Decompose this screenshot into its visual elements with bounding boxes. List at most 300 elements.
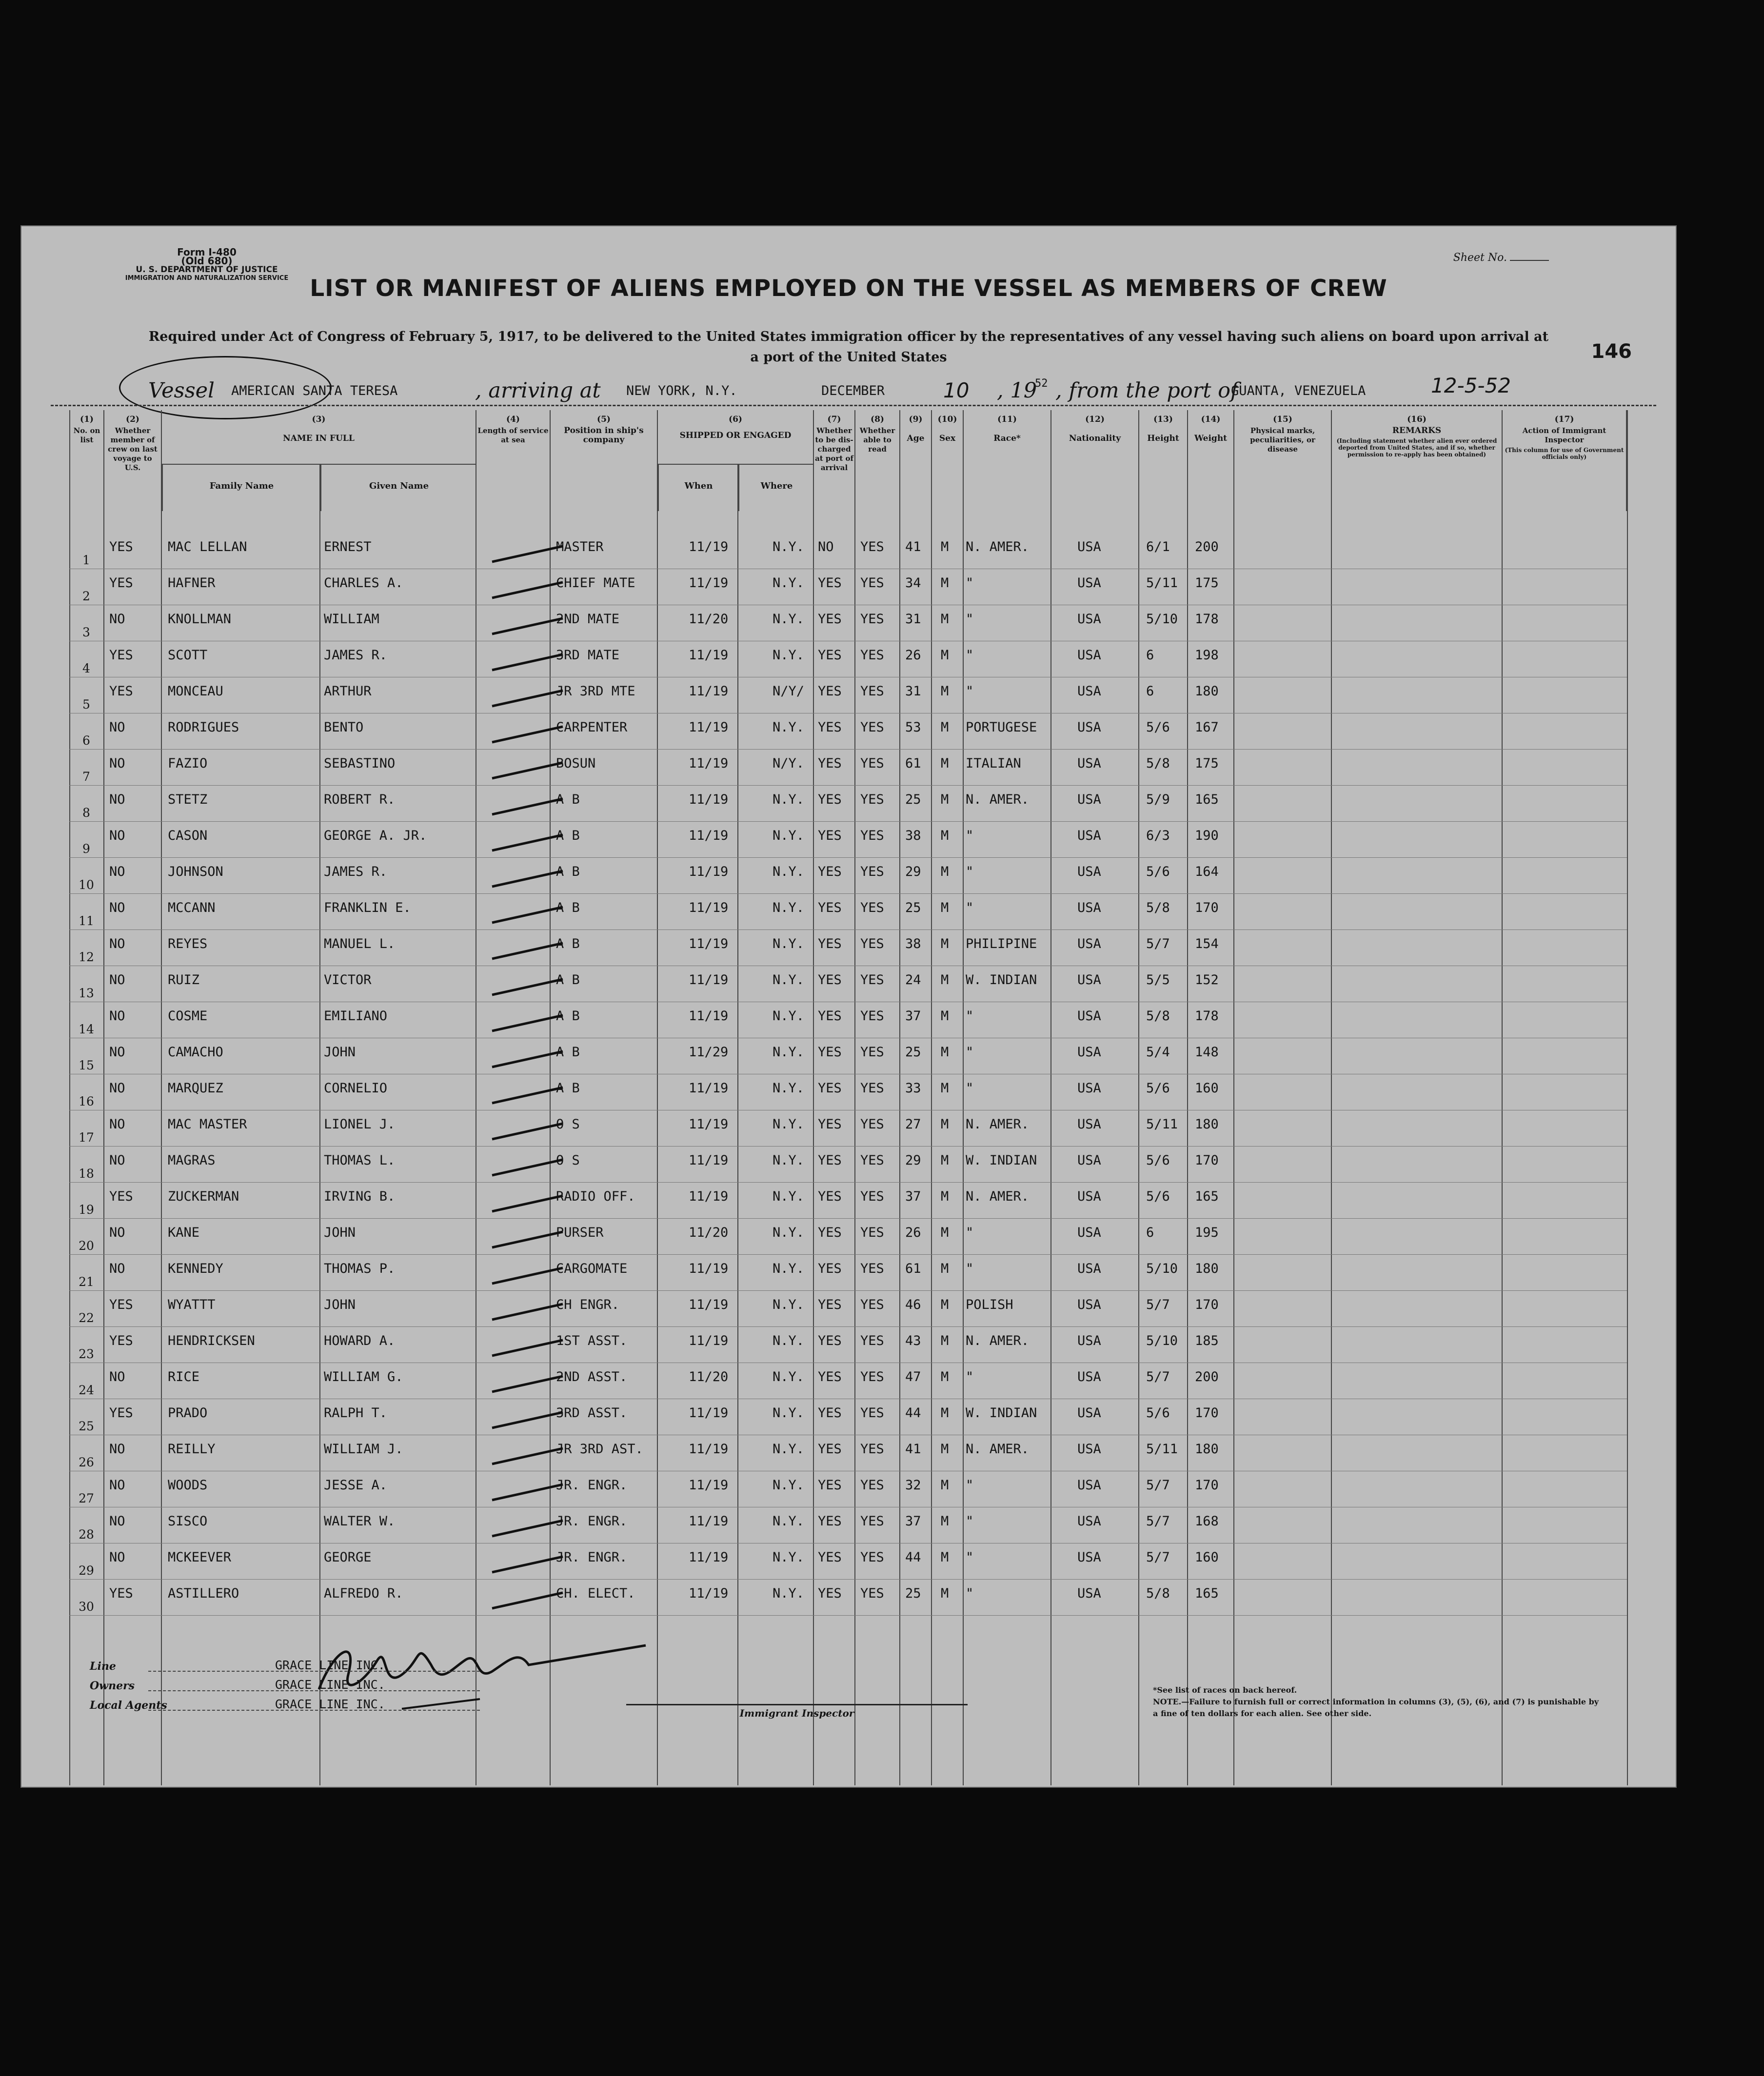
family-name: COSME	[168, 1008, 208, 1024]
height: 5/8	[1146, 1008, 1170, 1024]
given-name: JAMES R.	[324, 864, 388, 879]
able-to-read: YES	[860, 972, 884, 988]
shipped-where: N.Y.	[773, 1081, 805, 1096]
nationality: USA	[1077, 684, 1101, 699]
weight: 178	[1195, 612, 1219, 627]
family-name: HENDRICKSEN	[168, 1333, 255, 1348]
weight: 180	[1195, 1442, 1219, 1457]
family-name: KNOLLMAN	[168, 612, 232, 627]
table-row	[21, 786, 1676, 822]
weight: 195	[1195, 1225, 1219, 1240]
discharged: YES	[818, 1405, 842, 1421]
position: JR 3RD AST.	[556, 1442, 643, 1457]
race: "	[966, 1261, 974, 1276]
shipped-where: N.Y.	[773, 792, 805, 807]
table-header	[21, 410, 1676, 511]
age: 43	[905, 1333, 921, 1348]
department-name: U. S. DEPARTMENT OF JUSTICE	[136, 265, 278, 275]
discharged: YES	[818, 1045, 842, 1060]
shipped-when: 11/19	[689, 1189, 729, 1204]
row-number: 30	[79, 1600, 94, 1614]
discharged: YES	[818, 575, 842, 591]
last-voyage: YES	[109, 1333, 133, 1348]
shipped-where: N.Y.	[773, 1478, 805, 1493]
form-old-number: (Old 680)	[181, 255, 233, 267]
height: 5/6	[1146, 1081, 1170, 1096]
service-check-mark	[490, 940, 568, 962]
arrival-year: 52	[1035, 377, 1048, 390]
service-check-mark	[490, 1265, 568, 1286]
table-row	[21, 1291, 1676, 1327]
nationality: USA	[1077, 1550, 1101, 1565]
given-name: CHARLES A.	[324, 575, 403, 591]
race: N. AMER.	[966, 1442, 1030, 1457]
service-check-mark	[490, 760, 568, 781]
weight: 160	[1195, 1550, 1219, 1565]
family-name: SISCO	[168, 1514, 208, 1529]
race: PORTUGESE	[966, 720, 1037, 735]
nationality: USA	[1077, 1369, 1101, 1384]
shipped-where: N.Y.	[773, 1442, 805, 1457]
able-to-read: YES	[860, 1225, 884, 1240]
weight: 178	[1195, 1008, 1219, 1024]
age: 41	[905, 1442, 921, 1457]
race: "	[966, 1045, 974, 1060]
family-name: WYATTT	[168, 1297, 216, 1312]
given-name: SEBASTINO	[324, 756, 396, 771]
last-voyage: NO	[109, 1045, 125, 1060]
discharged: YES	[818, 684, 842, 699]
last-voyage: YES	[109, 684, 133, 699]
race: "	[966, 1478, 974, 1493]
able-to-read: YES	[860, 828, 884, 843]
position: A B	[556, 828, 580, 843]
discharged: YES	[818, 1189, 842, 1204]
table-row	[21, 967, 1676, 1003]
family-name: MCCANN	[168, 900, 216, 915]
last-voyage: NO	[109, 828, 125, 843]
age: 27	[905, 1117, 921, 1132]
shipped-when: 11/19	[689, 1117, 729, 1132]
age: 61	[905, 1261, 921, 1276]
age: 31	[905, 684, 921, 699]
weight: 160	[1195, 1081, 1219, 1096]
footnote-penalty: NOTE.—Failure to furnish full or correct information in columns (3), (5), (6), and (7) is punishable by a fine of ten dollars for each alien. See other side.	[1153, 1697, 1599, 1718]
table-row	[21, 894, 1676, 930]
shipped-where: N.Y.	[773, 900, 805, 915]
given-name: IRVING B.	[324, 1189, 396, 1204]
age: 24	[905, 972, 921, 988]
given-name: BENTO	[324, 720, 364, 735]
race: POLISH	[966, 1297, 1013, 1312]
given-name: LIONEL J.	[324, 1117, 396, 1132]
sex: M	[941, 900, 949, 915]
shipped-where: N/Y.	[773, 756, 805, 771]
from-port-label: , from the port of	[1055, 378, 1238, 403]
age: 37	[905, 1189, 921, 1204]
shipped-where: N.Y.	[773, 864, 805, 879]
discharged: YES	[818, 1225, 842, 1240]
given-name: JAMES R.	[324, 648, 388, 663]
col-header-inspector-action: (17) Action of Immigrant Inspector (This column for use of Government officials only)	[1502, 410, 1627, 511]
table-row	[21, 1436, 1676, 1472]
height: 5/6	[1146, 1189, 1170, 1204]
service-check-mark	[490, 543, 568, 565]
discharged: YES	[818, 1081, 842, 1096]
height: 5/8	[1146, 1586, 1170, 1601]
sheet-number-label: Sheet No.	[1453, 252, 1507, 264]
discharged: YES	[818, 1297, 842, 1312]
service-check-mark	[490, 904, 568, 926]
nationality: USA	[1077, 720, 1101, 735]
last-voyage: NO	[109, 1117, 125, 1132]
family-name: MONCEAU	[168, 684, 223, 699]
last-voyage: YES	[109, 1586, 133, 1601]
position: JR. ENGR.	[556, 1550, 628, 1565]
able-to-read: YES	[860, 1045, 884, 1060]
service-check-mark	[490, 1012, 568, 1034]
table-row	[21, 1111, 1676, 1147]
nationality: USA	[1077, 1297, 1101, 1312]
service-check-mark	[490, 1409, 568, 1431]
col-header-age: (9) Age	[899, 410, 931, 511]
nationality: USA	[1077, 936, 1101, 951]
nationality: USA	[1077, 1405, 1101, 1421]
row-number: 22	[79, 1311, 94, 1325]
shipped-where: N.Y.	[773, 1550, 805, 1565]
sex: M	[941, 1333, 949, 1348]
shipped-when: 11/20	[689, 612, 729, 627]
nationality: USA	[1077, 1478, 1101, 1493]
sex: M	[941, 1153, 949, 1168]
nationality: USA	[1077, 1514, 1101, 1529]
discharged: YES	[818, 1586, 842, 1601]
able-to-read: YES	[860, 1008, 884, 1024]
nationality: USA	[1077, 1117, 1101, 1132]
nationality: USA	[1077, 648, 1101, 663]
age: 33	[905, 1081, 921, 1096]
row-number: 15	[79, 1058, 94, 1072]
discharged: YES	[818, 1514, 842, 1529]
sex: M	[941, 684, 949, 699]
shipped-when: 11/19	[689, 1008, 729, 1024]
race: "	[966, 1514, 974, 1529]
discharged: YES	[818, 936, 842, 951]
last-voyage: NO	[109, 1081, 125, 1096]
shipped-when: 11/19	[689, 575, 729, 591]
race: "	[966, 828, 974, 843]
able-to-read: YES	[860, 864, 884, 879]
row-number: 3	[82, 625, 90, 639]
sex: M	[941, 1189, 949, 1204]
weight: 185	[1195, 1333, 1219, 1348]
shipped-when: 11/29	[689, 1045, 729, 1060]
age: 38	[905, 936, 921, 951]
shipped-where: N/Y/	[773, 684, 805, 699]
race: "	[966, 864, 974, 879]
table-row	[21, 534, 1676, 570]
service-check-mark	[490, 1337, 568, 1359]
weight: 170	[1195, 900, 1219, 915]
col-header-discharged: (7) Whether to be dis-charged at port of arrival	[813, 410, 854, 511]
row-number: 7	[82, 770, 90, 784]
weight: 180	[1195, 684, 1219, 699]
service-check-mark	[490, 579, 568, 601]
row-number: 12	[79, 950, 94, 964]
age: 44	[905, 1405, 921, 1421]
table-row	[21, 1075, 1676, 1111]
nationality: USA	[1077, 756, 1101, 771]
position: JR. ENGR.	[556, 1514, 628, 1529]
age: 31	[905, 612, 921, 627]
table-row	[21, 1544, 1676, 1580]
race: N. AMER.	[966, 1333, 1030, 1348]
row-number: 19	[79, 1203, 94, 1217]
age: 41	[905, 539, 921, 554]
sex: M	[941, 539, 949, 554]
age: 34	[905, 575, 921, 591]
height: 6/3	[1146, 828, 1170, 843]
shipped-when: 11/19	[689, 1081, 729, 1096]
service-name: IMMIGRATION AND NATURALIZATION SERVICE	[125, 275, 289, 282]
sex: M	[941, 1514, 949, 1529]
position: A B	[556, 972, 580, 988]
family-name: CAMACHO	[168, 1045, 223, 1060]
height: 5/5	[1146, 972, 1170, 988]
height: 5/6	[1146, 720, 1170, 735]
race: ITALIAN	[966, 756, 1021, 771]
age: 25	[905, 900, 921, 915]
service-check-mark	[490, 1301, 568, 1323]
last-voyage: YES	[109, 1189, 133, 1204]
shipped-when: 11/19	[689, 972, 729, 988]
family-name: ASTILLERO	[168, 1586, 239, 1601]
age: 29	[905, 864, 921, 879]
shipped-where: N.Y.	[773, 1045, 805, 1060]
family-name: REYES	[168, 936, 208, 951]
race: N. AMER.	[966, 792, 1030, 807]
footer	[90, 1658, 385, 1719]
shipped-where: N.Y.	[773, 539, 805, 554]
height: 5/7	[1146, 936, 1170, 951]
discharged: NO	[818, 539, 834, 554]
position: A B	[556, 864, 580, 879]
col-header-given-name: Given Name	[320, 464, 476, 511]
height: 5/10	[1146, 1261, 1178, 1276]
col-header-sex: (10) Sex	[931, 410, 963, 511]
footer-owners-row: Owners GRACE LINE INC.	[90, 1680, 167, 1699]
height: 6	[1146, 648, 1154, 663]
position: 2ND ASST.	[556, 1369, 628, 1384]
col-header-remarks: (16) REMARKS (Including statement whether alien ever ordered deported from United States, and if so, whether permission to re-apply has been obtained)	[1331, 410, 1502, 511]
family-name: SCOTT	[168, 648, 208, 663]
age: 29	[905, 1153, 921, 1168]
given-name: ALFREDO R.	[324, 1586, 403, 1601]
position: 3RD MATE	[556, 648, 620, 663]
discharged: YES	[818, 1117, 842, 1132]
shipped-where: N.Y.	[773, 1514, 805, 1529]
sex: M	[941, 828, 949, 843]
shipped-when: 11/19	[689, 1333, 729, 1348]
shipped-when: 11/19	[689, 864, 729, 879]
position: CH ENGR.	[556, 1297, 620, 1312]
weight: 180	[1195, 1117, 1219, 1132]
col-header-nationality: (12) Nationality	[1050, 410, 1138, 511]
shipped-where: N.Y.	[773, 1369, 805, 1384]
height: 5/4	[1146, 1045, 1170, 1060]
family-name: RODRIGUES	[168, 720, 239, 735]
sex: M	[941, 1117, 949, 1132]
sex: M	[941, 1442, 949, 1457]
race: N. AMER.	[966, 1189, 1030, 1204]
row-number: 25	[79, 1419, 94, 1433]
service-check-mark	[490, 1157, 568, 1178]
shipped-when: 11/19	[689, 936, 729, 951]
position: CARPENTER	[556, 720, 628, 735]
col-header-position: (5) Position in ship's company	[550, 410, 657, 511]
discharged: YES	[818, 828, 842, 843]
col-header-physical-marks: (15) Physical marks, peculiarities, or disease	[1233, 410, 1331, 511]
col-header-race: (11) Race*	[963, 410, 1050, 511]
shipped-when: 11/19	[689, 828, 729, 843]
table-row	[21, 1472, 1676, 1508]
row-number: 26	[79, 1455, 94, 1469]
able-to-read: YES	[860, 1442, 884, 1457]
owners-value: GRACE LINE INC.	[275, 1678, 385, 1692]
nationality: USA	[1077, 575, 1101, 591]
able-to-read: YES	[860, 1261, 884, 1276]
shipped-when: 11/19	[689, 1586, 729, 1601]
given-name: GEORGE	[324, 1550, 372, 1565]
sex: M	[941, 1045, 949, 1060]
position: O S	[556, 1153, 580, 1168]
sex: M	[941, 1478, 949, 1493]
shipped-when: 11/20	[689, 1369, 729, 1384]
able-to-read: YES	[860, 936, 884, 951]
shipped-where: N.Y.	[773, 720, 805, 735]
age: 37	[905, 1514, 921, 1529]
family-name: HAFNER	[168, 575, 216, 591]
shipped-where: N.Y.	[773, 1261, 805, 1276]
family-name: ZUCKERMAN	[168, 1189, 239, 1204]
table-row	[21, 1508, 1676, 1544]
shipped-where: N.Y.	[773, 1586, 805, 1601]
family-name: MAC MASTER	[168, 1117, 247, 1132]
shipped-where: N.Y.	[773, 1117, 805, 1132]
row-number: 5	[82, 697, 90, 712]
table-row	[21, 1255, 1676, 1291]
age: 25	[905, 792, 921, 807]
able-to-read: YES	[860, 1081, 884, 1096]
race: "	[966, 1225, 974, 1240]
weight: 200	[1195, 539, 1219, 554]
row-number: 13	[79, 986, 94, 1000]
able-to-read: YES	[860, 1153, 884, 1168]
position: MASTER	[556, 539, 604, 554]
service-check-mark	[490, 1518, 568, 1539]
age: 32	[905, 1478, 921, 1493]
shipped-where: N.Y.	[773, 1225, 805, 1240]
age: 61	[905, 756, 921, 771]
given-name: ARTHUR	[324, 684, 372, 699]
sex: M	[941, 575, 949, 591]
height: 5/11	[1146, 1442, 1178, 1457]
row-number: 17	[79, 1130, 94, 1145]
discharged: YES	[818, 1261, 842, 1276]
family-name: RICE	[168, 1369, 200, 1384]
table-row	[21, 1580, 1676, 1616]
given-name: FRANKLIN E.	[324, 900, 411, 915]
service-check-mark	[490, 1373, 568, 1395]
shipped-when: 11/19	[689, 792, 729, 807]
service-check-mark	[490, 1482, 568, 1503]
given-name: ROBERT R.	[324, 792, 396, 807]
discharged: YES	[818, 612, 842, 627]
shipped-when: 11/19	[689, 1550, 729, 1565]
sex: M	[941, 1225, 949, 1240]
height: 5/7	[1146, 1369, 1170, 1384]
shipped-when: 11/19	[689, 1478, 729, 1493]
shipped-where: N.Y.	[773, 1405, 805, 1421]
family-name: WOODS	[168, 1478, 208, 1493]
service-check-mark	[490, 652, 568, 673]
table-row	[21, 858, 1676, 894]
sex: M	[941, 972, 949, 988]
given-name: WILLIAM J.	[324, 1442, 403, 1457]
discharged: YES	[818, 1550, 842, 1565]
nationality: USA	[1077, 1586, 1101, 1601]
form-number: Form I-480	[177, 246, 237, 258]
last-voyage: NO	[109, 1442, 125, 1457]
weight: 170	[1195, 1153, 1219, 1168]
sex: M	[941, 1405, 949, 1421]
shipped-when: 11/19	[689, 1405, 729, 1421]
family-name: MARQUEZ	[168, 1081, 223, 1096]
last-voyage: NO	[109, 1478, 125, 1493]
service-check-mark	[490, 1445, 568, 1467]
row-number: 2	[82, 589, 90, 603]
sex: M	[941, 1586, 949, 1601]
able-to-read: YES	[860, 684, 884, 699]
able-to-read: YES	[860, 539, 884, 554]
race: W. INDIAN	[966, 1405, 1037, 1421]
height: 5/10	[1146, 1333, 1178, 1348]
agents-value: GRACE LINE INC.	[275, 1697, 385, 1711]
last-voyage: NO	[109, 900, 125, 915]
able-to-read: YES	[860, 720, 884, 735]
nationality: USA	[1077, 1442, 1101, 1457]
row-number: 6	[82, 733, 90, 748]
table-row	[21, 1039, 1676, 1075]
position: 3RD ASST.	[556, 1405, 628, 1421]
handwritten-date: 12-5-52	[1431, 374, 1511, 397]
row-number: 10	[79, 878, 94, 892]
row-number: 8	[82, 806, 90, 820]
service-check-mark	[490, 1085, 568, 1106]
height: 5/7	[1146, 1478, 1170, 1493]
family-name: JOHNSON	[168, 864, 223, 879]
sex: M	[941, 1369, 949, 1384]
row-number: 18	[79, 1167, 94, 1181]
position: A B	[556, 936, 580, 951]
position: O S	[556, 1117, 580, 1132]
family-name: KANE	[168, 1225, 200, 1240]
table-row	[21, 606, 1676, 642]
sex: M	[941, 936, 949, 951]
position: PURSER	[556, 1225, 604, 1240]
last-voyage: NO	[109, 1369, 125, 1384]
service-check-mark	[490, 976, 568, 998]
